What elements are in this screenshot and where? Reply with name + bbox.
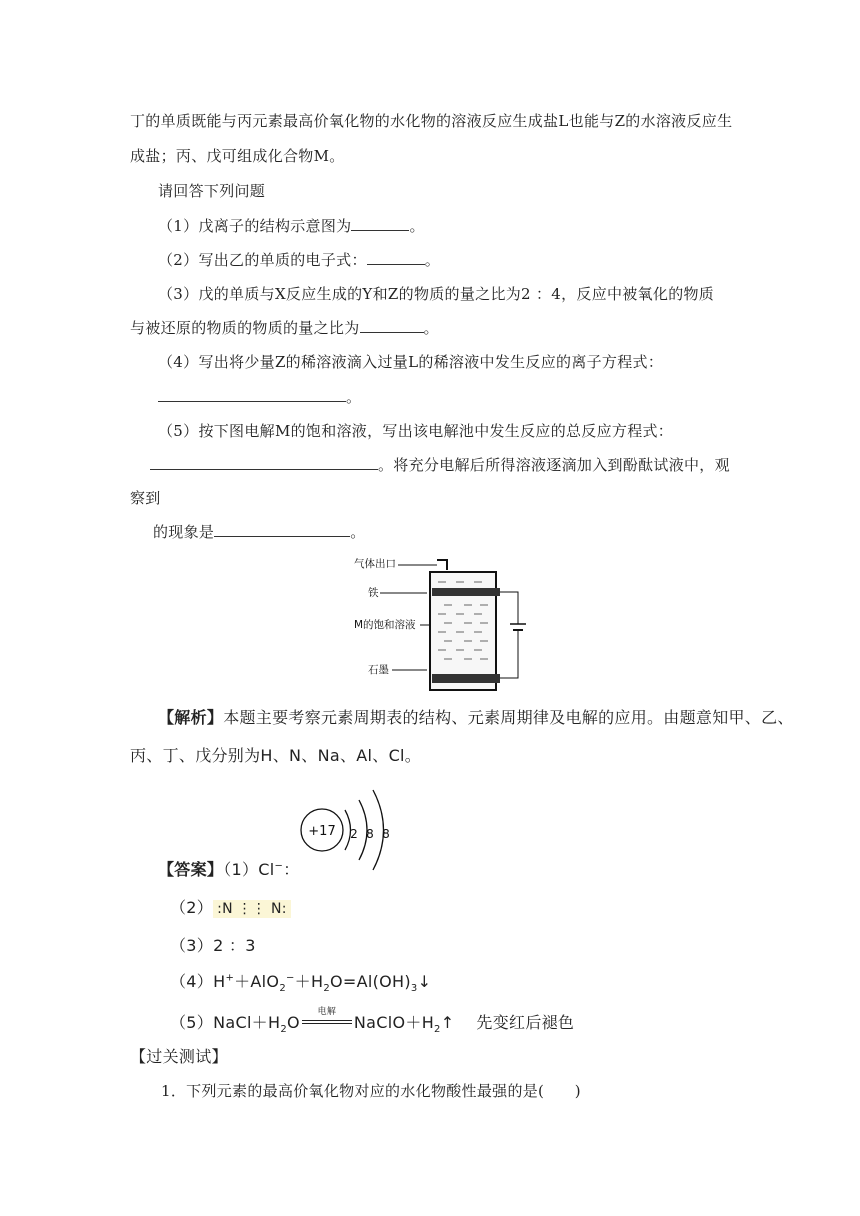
answer-2-num: （2） — [170, 898, 214, 917]
question-3-text: 与被还原的物质的物质的量之比为 — [130, 319, 360, 337]
answer-line-1 — [158, 860, 300, 880]
question-5-end: 。 — [350, 523, 366, 541]
circuit-wire — [500, 630, 518, 678]
electrolysis-cell-figure — [352, 550, 532, 695]
question-1-end: 。 — [409, 217, 425, 235]
answer-1: （1）Cl — [223, 860, 275, 879]
label-graphite: 石墨 — [368, 664, 389, 676]
answer-tag: 【答案】 — [158, 860, 224, 879]
circuit-wire — [500, 592, 518, 624]
answer-4-alo-charge: − — [285, 972, 295, 984]
answer-blank[interactable] — [158, 387, 346, 402]
answer-5-reactants: NaCl＋H — [213, 1013, 281, 1032]
question-5-mid: 。将充分电解后所得溶液逐滴加入到酚酞试液中，观 — [378, 456, 730, 474]
gas-outlet-tube — [437, 560, 447, 570]
answer-blank[interactable] — [214, 522, 350, 537]
precipitate-arrow: ↓ — [417, 972, 432, 991]
question-4-answer-line — [158, 387, 361, 407]
answer-4-num: （4） — [170, 972, 214, 991]
iron-electrode — [432, 588, 500, 596]
answer-4-h: H — [213, 972, 226, 991]
answer-4-water: ＋H — [294, 972, 324, 991]
answer-5-reactants-o: O — [287, 1013, 300, 1032]
answer-4-water-sub: 2 — [323, 983, 330, 995]
analysis-tag: 【解析】 — [158, 708, 224, 727]
nucleus-charge: +17 — [308, 824, 336, 839]
answer-1-end: ： — [283, 860, 300, 879]
reaction-arrow — [300, 1007, 354, 1033]
answer-4-alo: ＋AlO — [234, 972, 280, 991]
label-iron: 铁 — [368, 587, 379, 599]
question-prompt: 请回答下列问题 — [158, 182, 266, 200]
graphite-electrode — [432, 674, 500, 683]
question-3-line-2 — [130, 318, 439, 338]
test-question-1: 1．下列元素的最高价氧化物对应的水化物酸性最强的是( ) — [161, 1082, 581, 1100]
question-5-last: 的现象是 — [153, 523, 215, 541]
label-gas-outlet: 气体出口 — [354, 558, 396, 570]
question-4-end: 。 — [346, 388, 362, 406]
question-line-1: 丁的单质既能与丙元素最高价氧化物的水化物的溶液反应生成盐L也能与Z的水溶液反应生 — [130, 112, 733, 130]
question-3-line-1: （3）戊的单质与X反应生成的Y和Z的物质的量之比为2 ：4，反应中被氧化的物质 — [158, 285, 715, 303]
shell-electrons-3: 8 — [382, 827, 390, 841]
nitrogen-electron-formula: :N ⋮⋮ N: — [213, 900, 291, 918]
question-1-text: （1）戊离子的结构示意图为 — [158, 217, 352, 235]
question-2-end: 。 — [424, 251, 441, 269]
answer-4-alo-sub: 2 — [279, 983, 286, 995]
answer-5-products: NaClO＋H — [353, 1013, 435, 1032]
answer-line-5 — [170, 1007, 575, 1036]
answer-5-num: （5） — [170, 1013, 214, 1032]
answer-5-products-sub: 2 — [434, 1024, 441, 1036]
analysis-text-1: 本题主要考察元素周期表的结构、元素周期律及电解的应用。由题意知甲、乙、 — [223, 708, 794, 727]
question-4: （4）写出将少量Z的稀溶液滴入过量L的稀溶液中发生反应的离子方程式： — [158, 353, 664, 371]
answer-4-product-sub: 3 — [410, 983, 418, 995]
shell-electrons-1: 2 — [350, 827, 358, 841]
reaction-condition: 电解 — [317, 1007, 337, 1017]
answer-4-product: O=Al(OH) — [329, 972, 411, 991]
question-2 — [158, 250, 440, 270]
answer-1-charge: − — [274, 860, 284, 872]
gas-arrow: ↑ — [440, 1013, 455, 1032]
shell-electrons-2: 8 — [366, 827, 374, 841]
answer-blank[interactable] — [351, 216, 409, 231]
question-5-wrap: 察到 — [130, 489, 161, 507]
question-1 — [158, 216, 425, 236]
answer-line-3: （3）2 ：3 — [170, 936, 256, 955]
chloride-ion-structure-diagram — [298, 778, 408, 874]
label-solution: M的饱和溶液 — [354, 619, 416, 631]
answer-5-phenomenon: 先变红后褪色 — [476, 1013, 575, 1032]
answer-blank[interactable] — [367, 250, 425, 265]
question-5-line-2 — [150, 455, 730, 475]
question-3-end: 。 — [423, 319, 439, 337]
answer-blank[interactable] — [360, 318, 424, 333]
answer-blank[interactable] — [150, 455, 378, 470]
question-5: （5）按下图电解M的饱和溶液，写出该电解池中发生反应的总反应方程式： — [158, 422, 674, 440]
answer-line-4 — [170, 972, 432, 995]
analysis-line-1 — [158, 708, 794, 728]
answer-4-h-charge: + — [225, 972, 235, 984]
equals-line — [302, 1020, 352, 1021]
answer-line-2 — [170, 898, 291, 919]
analysis-line-2: 丙、丁、戊分别为H、N、Na、Al、Cl。 — [130, 746, 422, 765]
question-5-line-4 — [153, 522, 366, 542]
answer-5-reactants-sub: 2 — [280, 1024, 287, 1036]
test-heading: 【过关测试】 — [130, 1047, 228, 1066]
question-line-2: 成盐；丙、戊可组成化合物M。 — [130, 147, 345, 165]
question-2-text: （2）写出乙的单质的电子式： — [158, 251, 367, 269]
equals-line — [302, 1023, 352, 1024]
